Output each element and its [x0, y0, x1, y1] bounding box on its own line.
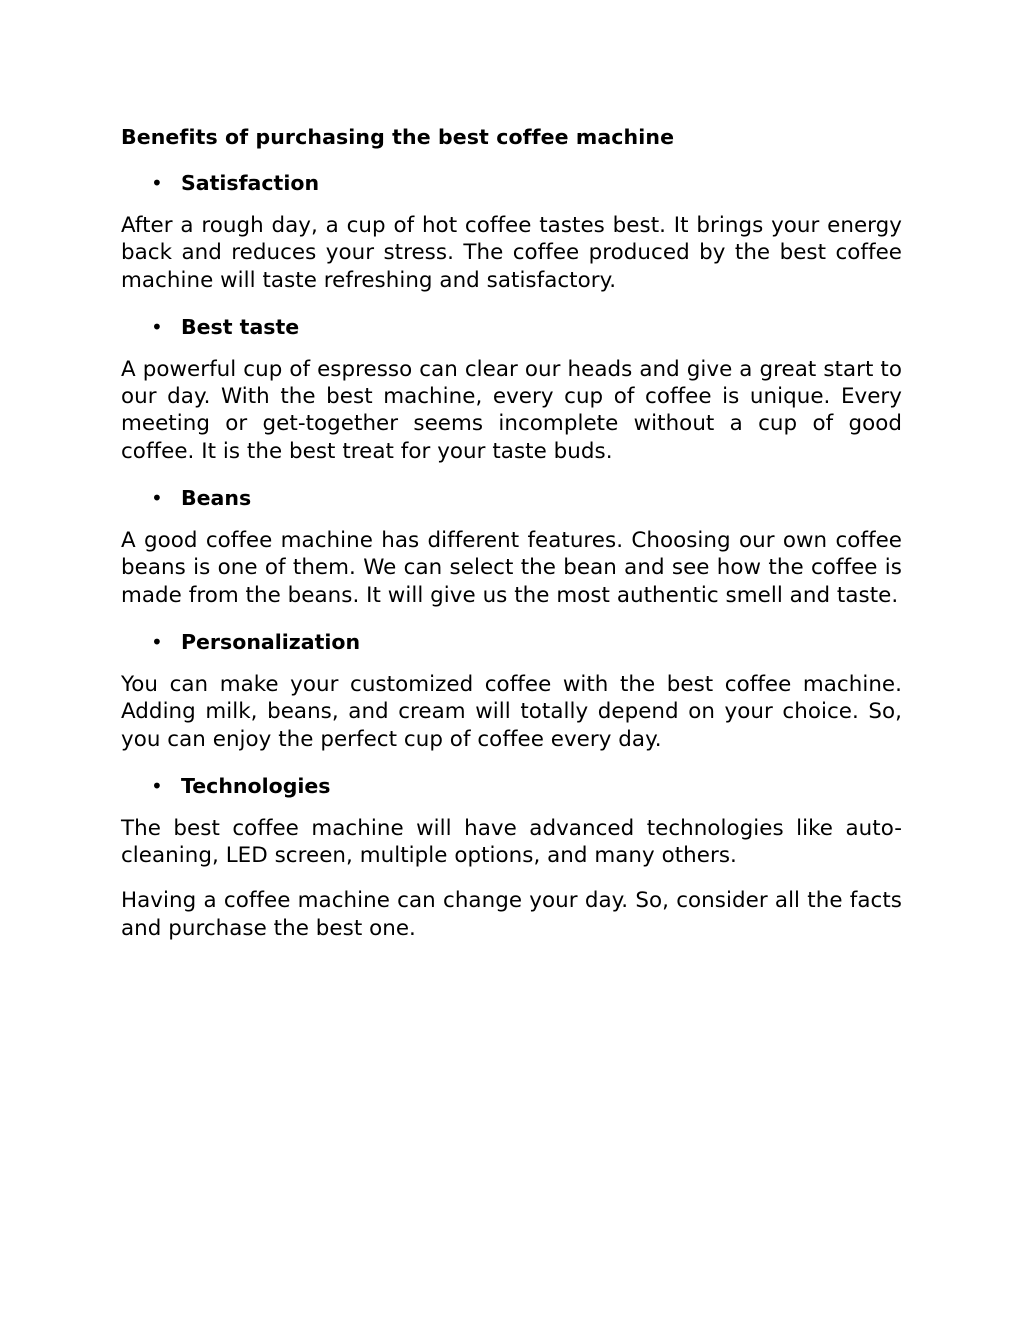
- section-heading-personalization: [121, 627, 902, 657]
- section-paragraph-beans: A good coffee machine has different features. Choosing our own coffee beans is one of them. We can select the bean and see how the coffee is made from the beans. It will give us the most authentic smell and taste.: [121, 528, 902, 608]
- section-heading-label: Technologies: [181, 773, 331, 798]
- section-heading-label: Beans: [181, 486, 252, 511]
- section-heading-satisfaction: [121, 168, 902, 198]
- document-page: [121, 122, 902, 960]
- section-heading-best-taste: [121, 312, 902, 342]
- bullet-icon: •: [151, 486, 163, 511]
- section-paragraph-technologies: The best coffee machine will have advanced technologies like auto-cleaning, LED screen, multiple options, and many others.: [121, 815, 902, 869]
- section-heading-label: Best taste: [181, 314, 300, 339]
- section-paragraph-satisfaction: After a rough day, a cup of hot coffee tastes best. It brings your energy back and reduces your stress. The coffee produced by the best coffee machine will taste refreshing and satisfactory.: [121, 213, 902, 293]
- bullet-icon: •: [151, 171, 163, 195]
- bullet-icon: •: [151, 629, 163, 654]
- section-heading-label: Personalization: [181, 629, 361, 654]
- bullet-icon: •: [151, 773, 163, 798]
- section-paragraph-personalization: You can make your customized coffee with the best coffee machine. Adding milk, beans, and cream will totally depend on your choice. So, you can enjoy the perfect cup of coffee every day.: [121, 671, 902, 752]
- document-title: Benefits of purchasing the best coffee machine: [121, 125, 675, 149]
- closing-paragraph: Having a coffee machine can change your day. So, consider all the facts and purchase the best one.: [121, 888, 902, 941]
- bullet-icon: •: [151, 314, 163, 339]
- section-paragraph-best-taste: A powerful cup of espresso can clear our heads and give a great start to our day. With the best machine, every cup of coffee is unique. Every meeting or get-together seems incomplete without a cup of good coffee. It is the best treat for your taste buds.: [121, 356, 902, 464]
- section-heading-label: Satisfaction: [181, 171, 320, 195]
- section-heading-technologies: [121, 771, 902, 801]
- section-heading-beans: [121, 483, 902, 513]
